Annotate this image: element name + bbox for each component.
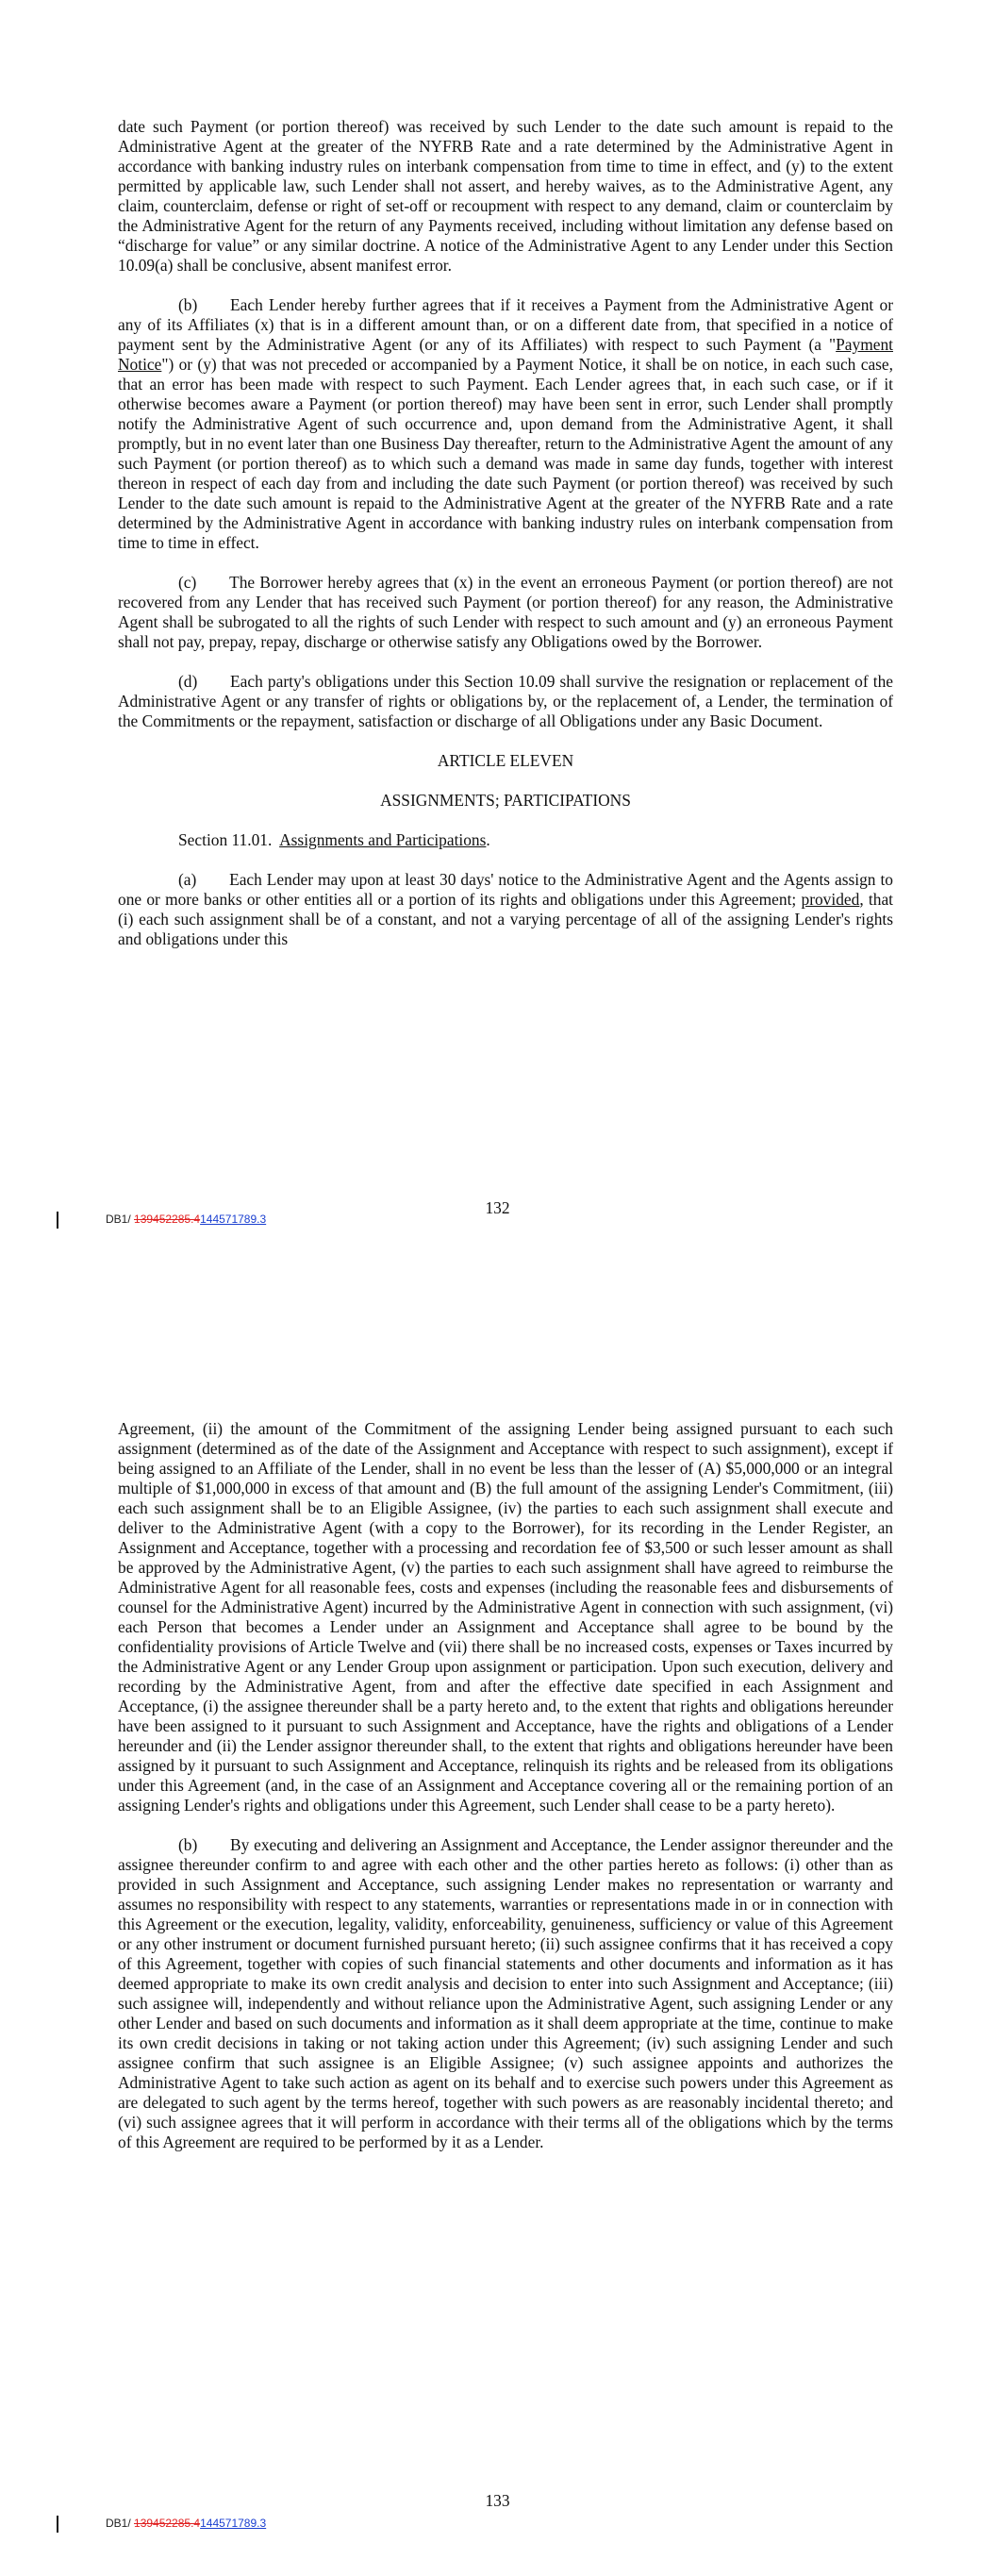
paragraph-10-09-a-continued: date such Payment (or portion thereof) was received by such Lender to the date such amount is repaid to the Administrative Agent at the greater of the NYFRB Rate and a rate determined by the Administrative Agent in accordance with banking industry rules on interbank compensation from time to time in effect, and (y) to the extent permitted by applicable law, such Lender shall not assert, and hereby waives, as to the Administrative Agent, any claim, counterclaim, defense or right of set-off or recoupment with respect to any demand, claim or counterclaim by the Administrative Agent for the return of any Payments received, including without limitation any defense based on “discharge for value” or any similar doctrine. A notice of the Administrative Agent to any Lender under this Section 10.09(a) shall be conclusive, absent manifest error. (118, 117, 893, 275)
paragraph-11-01-a-continued: Agreement, (ii) the amount of the Commitment of the assigning Lender being assigned pursuant to each such assignment (determined as of the date of the Assignment and Acceptance with respect to such assignment), except if being assigned to an Affiliate of the Lender, shall in no event be less than the lesser of (A) $5,000,000 or an integral multiple of $1,000,000 in excess of that amount and (B) the full amount of the assigning Lender's Commitment, (iii) each such assignment shall be to an Eligible Assignee, (iv) the parties to each such assignment shall execute and deliver to the Administrative Agent (with a copy to the Borrower), for its recording in the Lender Register, an Assignment and Acceptance, together with a processing and recordation fee of $3,500 or such lesser amount as shall be approved by the Administrative Agent, (v) the parties to each such assignment shall have agreed to reimburse the Administrative Agent for all reasonable fees, costs and expenses (including the reasonable fees and disbursements of counsel for the Administrative Agent) incurred by the Administrative Agent in connection with such assignment, (vi) each Person that becomes a Lender under an Assignment and Acceptance shall agree to be bound by the confidentiality provisions of Article Twelve and (vii) there shall be no increased costs, expenses or Taxes incurred by the Administrative Agent or any Lender Group upon assignment or participation. Upon such execution, delivery and recording by the Administrative Agent, from and after the effective date specified in each Assignment and Acceptance, (i) the assignee thereunder shall be a party hereto and, to the extent that rights and obligations hereunder have been assigned to it pursuant to such Assignment and Acceptance, have the rights and obligations of a Lender hereunder and (ii) the Lender assignor thereunder shall, to the extent that rights and obligations hereunder have been assigned by it pursuant to such Assignment and Acceptance, relinquish its rights and be released from its obligations under this Agreement (and, in the case of an Assignment and Acceptance covering all or the remaining portion of an assigning Lender's rights and obligations under this Agreement, such Lender shall cease to be a party hereto). (118, 1419, 893, 1815)
paragraph-10-09-c: (c) The Borrower hereby agrees that (x) in the event an erroneous Payment (or portion thereof) are not recovered from any Lender that has received such Payment (or portion thereof) for any reason, the Administrative Agent shall be subrogated to all the rights of such Lender with respect to such amount and (y) an erroneous Payment shall not pay, prepay, repay, discharge or otherwise satisfy any Obligations owed by the Borrower. (118, 573, 893, 651)
paragraph-11-01-b: (b) By executing and delivering an Assignment and Acceptance, the Lender assignor thereunder and the assignee thereunder confirm to and agree with each other and the other parties hereto as follows: (i) other than as provided in such Assignment and Acceptance, such assigning Lender makes no representation or warranty and assumes no responsibility with respect to any statements, warranties or representations made in or in connection with this Agreement or the execution, legality, validity, enforceability, genuineness, sufficiency or value of this Agreement or any other instrument or document furnished pursuant hereto; (ii) such assignee confirms that it has received a copy of this Agreement, together with copies of such financial statements and other documents and information as it has deemed appropriate to make its own credit analysis and decision to enter into such Assignment and Acceptance; (iii) such assignee will, independently and without reliance upon the Administrative Agent, such assigning Lender or any other Lender and based on such documents and information as it shall deem appropriate at the time, continue to make its own credit decisions in taking or not taking action under this Agreement; (iv) such assigning Lender and such assignee confirm that such assignee is an Eligible Assignee; (v) such assignee appoints and authorizes the Administrative Agent to take such action as agent on its behalf and to exercise such powers under this Agreement as are delegated to such agent by the terms hereof, together with such powers as are reasonably incidental thereto; and (vi) such assignee agrees that it will perform in accordance with their terms all of the obligations which by the terms of this Agreement are required to be performed by it as a Lender. (118, 1835, 893, 2151)
page-body (118, 117, 893, 969)
change-bar (57, 2516, 58, 2533)
article-title: ARTICLE ELEVEN (437, 751, 574, 770)
paragraph-10-09-b (118, 295, 893, 553)
footer-prefix: DB1/ (106, 1213, 135, 1227)
article-subtitle: ASSIGNMENTS; PARTICIPATIONS (380, 791, 631, 810)
footer-deleted-docnum: 139452285.4 (134, 2517, 201, 2531)
footer-inserted-docnum: 144571789.3 (200, 1213, 267, 1227)
page-133 (0, 1302, 995, 2576)
paragraph-text: , that (i) each such assignment shall be of a constant, and not a varying percentage of all of the assigning Lender's rights and obligations under this (118, 890, 893, 948)
paragraph-text: (a) Each Lender may upon at least 30 days' notice to the Administrative Agent and the Agents assign to one or more banks or other entities all or a portion of its rights and obligations under this Agreement; (118, 870, 893, 909)
change-bar (57, 1212, 58, 1229)
section-title-period: . (486, 830, 490, 849)
paragraph-text: (b) Each Lender hereby further agrees that if it receives a Payment from the Administrative Agent or any of its Affiliates (x) that is in a different amount than, or on a different date from, that specified in a notice of payment sent by the Administrative Agent (or any of its Affiliates) with respect to such Payment (a " (118, 295, 893, 354)
section-number: Section 11.01. (178, 830, 273, 849)
document-footer (57, 2516, 266, 2533)
page-number: 133 (485, 2491, 510, 2510)
defined-term-payment-notice: Payment Notice (118, 335, 893, 374)
section-title: Assignments and Participations (279, 830, 487, 849)
paragraph-10-09-d: (d) Each party's obligations under this Section 10.09 shall survive the resignation or replacement of the Administrative Agent or any transfer of rights or obligations by, or the replacement of, a Lender, the termination of the Commitments or the repayment, satisfaction or discharge of all Obligations under any Basic Document. (118, 672, 893, 730)
section-heading (118, 830, 893, 850)
page-number: 132 (485, 1198, 510, 1217)
footer-inserted-docnum: 144571789.3 (200, 2517, 267, 2531)
footer-deleted-docnum: 139452285.4 (134, 1213, 201, 1227)
footer-prefix: DB1/ (106, 2517, 135, 2531)
document-footer (57, 1212, 266, 1229)
paragraph-11-01-a (118, 870, 893, 949)
page-body (118, 1419, 893, 2172)
defined-term-provided: provided (801, 890, 860, 909)
paragraph-text: ") or (y) that was not preceded or accompanied by a Payment Notice, it shall be on notice, in each such case, that an error has been made with respect to such Payment. Each Lender agrees that, in each such case, or if it otherwise becomes aware a Payment (or portion thereof) may have been sent in error, such Lender shall promptly notify the Administrative Agent of such occurrence and, upon demand from the Administrative Agent, it shall promptly, but in no event later than one Business Day thereafter, return to the Administrative Agent the amount of any such Payment (or portion thereof) as to which such a demand was made in same day funds, together with interest thereon in respect of each day from and including the date such Payment (or portion thereof) was received by such Lender to the date such amount is repaid to the Administrative Agent at the greater of the NYFRB Rate and a rate determined by the Administrative Agent in accordance with banking industry rules on interbank compensation from time to time in effect. (118, 355, 893, 552)
